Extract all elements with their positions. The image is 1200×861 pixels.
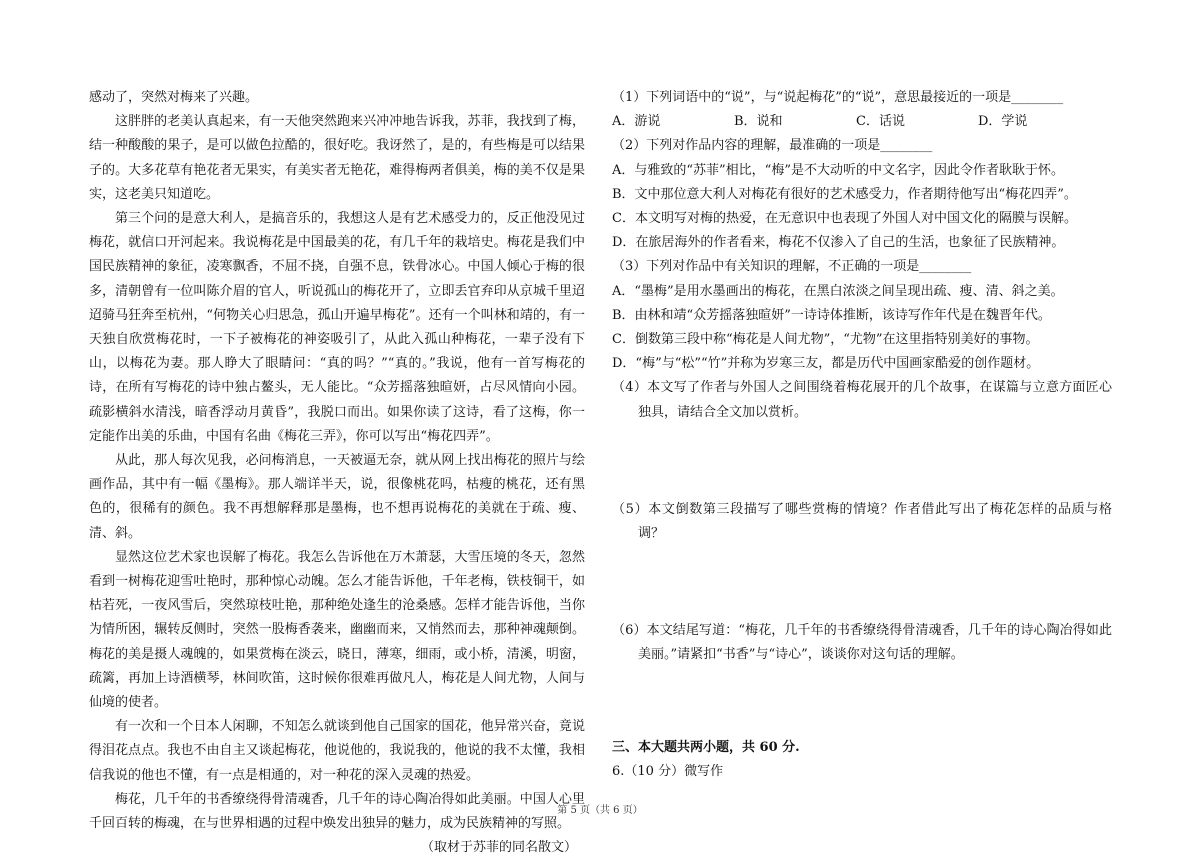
essay-paragraph: 感动了，突然对梅来了兴趣。 xyxy=(89,90,259,105)
section-3-heading: 三、本大题共两小题，共 60 分. xyxy=(612,739,800,755)
q2-option-a: A．与雅致的“苏菲”相比，“梅”是不大动听的中文名字，因此令作者耿耿于怀。 xyxy=(612,162,1064,178)
question-3: （3）下列对作品中有关知识的理解，不正确的一项是________ xyxy=(612,259,972,275)
essay-paragraph: 显然这位艺术家也误解了梅花。我怎么告诉他在万木萧瑟，大雪压境的冬天，忽然看到一树梅花迎雪吐艳时，那种惊心动魄。怎么才能告诉他，千年老梅，铁枝铜干，如枯若死，一夜风雪后，突然琼枝吐艳，那种绝处逢生的沧桑感。怎样才能告诉他，当你为情所困，辗转反侧时，突然一股梅香袭来，幽幽而来，又悄然而去，那种神魂颠倒。梅花的美是摄人魂魄的，如果赏梅在淡云，晓日，薄寒，细雨，或小桥，清溪，明窗，疏篱，再加上诗酒横琴，林间吹笛，这时候你很难再做凡人，梅花是人间尤物，人间与仙境的使者。 xyxy=(89,549,585,711)
writing-question: 6.（10 分）微写作 xyxy=(612,763,724,779)
page-footer: 第 5 页（共 6 页） xyxy=(557,805,643,816)
essay-source: （取材于苏菲的同名散文） xyxy=(420,840,577,856)
question-1-choices xyxy=(612,110,1112,134)
answer-space-6 xyxy=(612,668,1112,736)
choice-a: A．游说 xyxy=(612,114,661,130)
q2-option-c: C．本文明写对梅的热爱，在无意识中也表现了外国人对中国文化的隔膜与误解。 xyxy=(612,211,1077,227)
q3-option-d: D．“梅”与“松”“竹”并称为岁寒三友，都是历代中国画家酷爱的创作题材。 xyxy=(612,356,1040,372)
q2-option-b: B．文中那位意大利人对梅花有很好的艺术感受力，作者期待他写出“梅花四弄”。 xyxy=(612,186,1077,202)
q2-option-d: D．在旅居海外的作者看来，梅花不仅渗入了自己的生活，也象征了民族精神。 xyxy=(612,235,1065,251)
answer-space-5 xyxy=(612,546,1112,619)
question-4: （4）本文写了作者与外国人之间围绕着梅花展开的几个故事，在谋篇与立意方面匠心独具，请结合全文加以赏析。 xyxy=(612,380,1112,420)
right-column xyxy=(612,86,1112,784)
choice-c: C．话说 xyxy=(856,114,905,130)
choice-b: B．说和 xyxy=(734,114,783,130)
question-6: （6）本文结尾写道：“梅花，几千年的书香缭绕得骨清魂香，几千年的诗心陶冶得如此美丽。”请紧扣“书香”与“诗心”，谈谈你对这句话的理解。 xyxy=(612,623,1112,663)
q3-option-b: B．由林和靖“众芳摇落独暄妍”一诗诗体推断，该诗写作年代是在魏晋年代。 xyxy=(612,307,1051,323)
choice-d: D．学说 xyxy=(978,114,1028,130)
essay-paragraph: 从此，那人每次见我，必问梅消息，一天被逼无奈，就从网上找出梅花的照片与绘画作品，其中有一幅《墨梅》。那人端详半天，说，很像桃花吗，枯瘦的桃花，还有黑色的，很稀有的颜色。我不再想解释那是墨梅，也不想再说梅花的美就在于疏、瘦、清、斜。 xyxy=(89,453,585,541)
essay-paragraph: 第三个问的是意大利人，是搞音乐的，我想这人是有艺术感受力的，反正他没见过梅花，就信口开河起来。我说梅花是中国最美的花，有几千年的栽培史。梅花是我们中国民族精神的象征，凌寒飘香，不屈不挠，自强不息，铁骨冰心。中国人倾心于梅的很多，清朝曾有一位叫陈介眉的官人，听说孤山的梅花开了，立即丢官弃印从京城千里迢迢骑马狂奔至杭州，“何物关心归思急，孤山开遍早梅花”。还有一个叫林和靖的，有一天独自欣赏梅花时，一下子被梅花的神姿吸引了，从此入孤山种梅花，一辈子没有下山，以梅花为妻。那人睁大了眼睛问：“真的吗？”“真的。”我说，他有一首写梅花的诗，在所有写梅花的诗中独占鳌头，无人能比。“众芳摇落独暄妍，占尽风情向小园。疏影横斜水清浅，暗香浮动月黄昏”，我脱口而出。如果你读了这诗，看了这梅，你一定能作出美的乐曲，中国有名曲《梅花三弄》，你可以写出“梅花四弄”。 xyxy=(89,211,585,444)
question-1: （1）下列词语中的“说”，与“说起梅花”的“说”，意思最接近的一项是________ xyxy=(612,90,1064,105)
essay-paragraph: 梅花，几千年的书香缭绕得骨清魂香，几千年的诗心陶冶得如此美丽。中国人心里千回百转的梅魂，在与世界相遇的过程中焕发出独异的魅力，成为民族精神的写照。 xyxy=(89,791,585,832)
q3-option-c: C．倒数第三段中称“梅花是人间尤物”，“尤物”在这里指特别美好的事物。 xyxy=(612,332,1039,348)
answer-space-4 xyxy=(612,425,1112,498)
question-2: （2）下列对作品内容的理解，最准确的一项是________ xyxy=(612,138,933,154)
question-5: （5）本文倒数第三段描写了哪些赏梅的情境？作者借此写出了梅花怎样的品质与格调？ xyxy=(612,501,1112,542)
q3-option-a: A．“墨梅”是用水墨画出的梅花，在黑白浓淡之间呈现出疏、瘦、清、斜之美。 xyxy=(612,283,1064,299)
essay-paragraph: 这胖胖的老美认真起来，有一天他突然跑来兴冲冲地告诉我，苏菲，我找到了梅，结一种酸酸的果子，是可以做色拉酷的，很好吃。我讶然了，是的，有些梅是可以结果子的。大多花草有艳花者无果实，有美实者无艳花，难得梅两者俱美，梅的美不仅是果实，这老美只知道吃。 xyxy=(89,114,585,202)
left-column xyxy=(89,86,585,861)
essay-paragraph: 有一次和一个日本人闲聊，不知怎么就谈到他自己国家的国花，他异常兴奋，竟说得泪花点点。我也不由自主又谈起梅花，他说他的，我说我的，他说的我不太懂，我相信我说的他也不懂，有一点是相通的，对一种花的深入灵魂的热爱。 xyxy=(89,719,585,783)
